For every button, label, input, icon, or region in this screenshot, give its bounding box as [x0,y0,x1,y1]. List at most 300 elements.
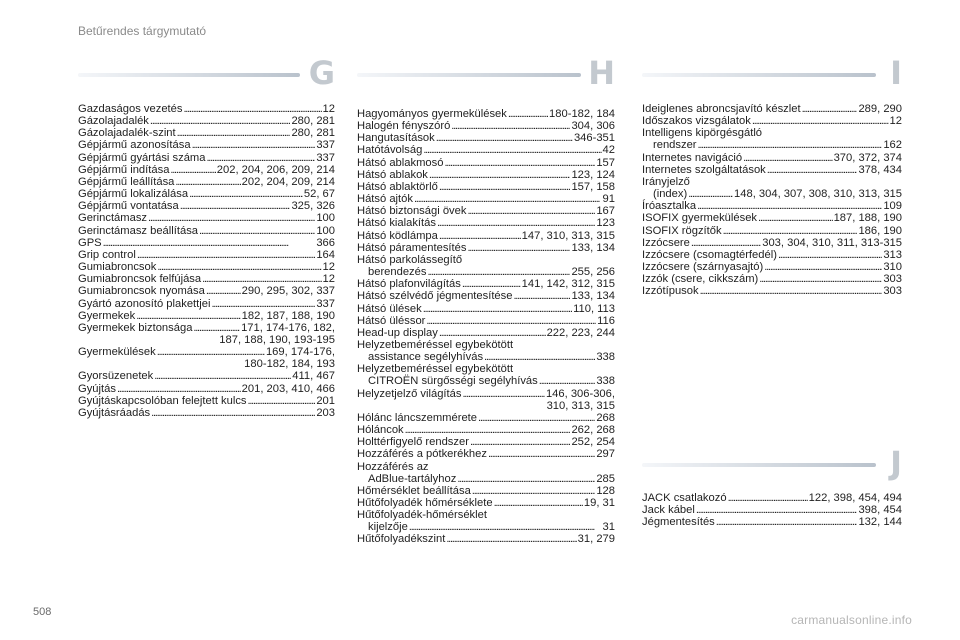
index-entry-label: Jégmentesítés [642,516,715,529]
index-entry-label: Gazdaságos vezetés [78,103,183,115]
index-entry-label: Holttérfigyelő rendszer [357,436,469,449]
index-entry-label: Gépjármű azonosítása [78,139,191,152]
index-entry-pages: 19, 31 [583,497,615,509]
index-entry-pages: 187, 188, 190 [833,212,902,225]
dot-leader [183,103,321,115]
index-entry-label: Hátsó páramentesítés [357,241,467,254]
section-divider-bar [642,73,876,77]
index-entry [78,103,335,115]
index-entry-pages: 304, 306 [571,120,615,133]
index-entry-pages: 268 [596,411,615,424]
index-entry-label: Gyermekülések [78,346,156,359]
index-entry-pages: 180-182, 184 [549,108,615,120]
index-entry-pages: 398, 454 [858,504,902,517]
index-entry-pages: 303, 304, 310, 311, 313-315 [762,236,902,249]
index-entry-label: Ideiglenes abroncsjavító készlet [642,103,801,115]
index-column-j [642,492,902,528]
index-column-g [78,103,335,419]
index-entry-label: Hátsó ajtók [357,193,413,206]
section-letter-g: G [308,54,335,92]
dot-leader [211,298,315,310]
dot-leader [206,152,315,164]
index-entry-pages: 12 [322,261,335,274]
index-entry [78,322,335,334]
index-entry-pages: 52, 67 [303,188,335,201]
index-entry-pages: 42 [602,144,615,157]
index-entry [78,273,335,285]
index-entry [642,139,902,151]
index-entry [78,285,335,297]
dot-leader [697,200,882,212]
index-entry-label: Íróasztalka [642,200,697,213]
dot-leader [472,485,596,497]
index-column-i [642,103,902,298]
index-entry-label: Gumiabroncsok felfújása [78,273,202,286]
index-entry-pages: 280, 281 [291,127,335,140]
dot-leader [716,516,858,528]
index-entry [78,152,335,164]
index-entry-label: Gépjármű vontatása [78,200,179,213]
index-entry-pages: 297 [596,448,615,461]
index-entry-pages: 337 [316,151,335,164]
index-entry-pages: 338 [596,375,615,388]
index-entry-label: Gépjármű lokalizálása [78,188,189,201]
index-entry [642,164,902,176]
index-entry [357,424,615,436]
index-entry [78,407,335,419]
index-entry [357,448,615,460]
index-entry-label: JACK csatlakozó [642,492,727,504]
index-entry-pages: 366 [316,236,335,249]
index-entry-label: Gerinctámasz [78,212,148,225]
index-entry-pages: 91 [602,193,615,206]
dot-leader [175,176,240,188]
index-entry [642,516,902,528]
dot-leader [193,322,240,334]
index-entry [357,412,615,424]
dot-leader [446,533,576,545]
dot-leader [700,285,883,297]
index-entry-label: Gépjármű indítása [78,163,170,176]
index-entry [357,108,615,120]
index-entry-label: Hűtőfolyadék hőmérséklete [357,497,493,509]
index-entry-pages: 285 [596,472,615,485]
dot-leader [462,388,544,400]
index-entry [357,266,615,278]
index-entry-pages: 167 [596,205,615,218]
index-entry-pages: 12 [322,273,335,286]
index-entry-label: Hátsó szélvédő jégmentesítése [357,290,513,303]
index-entry [357,473,615,485]
index-entry [642,200,902,212]
index-entry-pages: 162 [883,139,902,152]
index-entry [357,327,615,339]
index-entry-pages: 370, 372, 374 [833,151,902,164]
index-entry-pages: 182, 187, 188, 190 [241,309,335,322]
index-entry-label: Gyorsüzenetek [78,370,154,383]
index-entry-label: Izzócsere (szárnyasajtó) [642,261,764,274]
index-entry-pages: 141, 142, 312, 315 [521,278,615,291]
index-entry-label-cont: CITROËN sürgősségi segélyhívás [368,375,538,388]
index-entry [78,261,335,273]
index-entry-pages: 325, 326 [291,200,335,213]
index-entry-label: Hátsó biztonsági övek [357,205,467,218]
index-entry [357,181,615,193]
index-entry-label: Izzócsere [642,236,690,249]
index-entry-label: Hátsó ablakok [357,168,428,181]
dot-leader [427,266,570,278]
index-entry [357,217,615,229]
dot-leader [752,115,889,127]
index-entry-label-cont: rendszer [653,139,697,152]
index-entry-label: Hóláncok [357,424,404,437]
page-header-title: Betűrendes tárgymutató [78,24,207,38]
index-entry-label: Hagyományos gyermekülések [357,108,507,120]
index-entry-label: Gázolajadalék [78,115,149,128]
index-entry-label: Gyermekek [78,309,136,322]
dot-leader [508,108,548,120]
index-entry [357,303,615,315]
index-entry [357,533,615,545]
index-entry-pages: 157 [596,156,615,169]
dot-leader [206,285,241,297]
dot-leader [148,212,315,224]
index-entry-label: Hűtőfolyadék-hőmérséklet [357,509,487,522]
index-entry [78,225,335,237]
index-entry-label: Internetes szolgáltatások [642,163,766,176]
dot-leader [457,473,595,485]
dot-leader [429,169,571,181]
index-entry-pages: 262, 268 [571,424,615,437]
index-entry-pages: 128 [596,484,615,497]
index-entry [357,120,615,132]
index-entry-label: Helyzetbeméréssel egybekötött [357,338,514,351]
dot-leader [423,303,572,315]
index-entry-pages: 122, 398, 454, 494 [808,492,902,504]
dot-leader [728,492,808,504]
index-entry-label: Hőmérséklet beállítása [357,484,471,497]
index-entry-pages: 100 [316,224,335,237]
index-entry-label: Hatótávolság [357,144,423,157]
index-entry-label-cont: AdBlue-tartályhoz [368,472,457,485]
dot-leader [743,152,832,164]
dot-leader [199,225,315,237]
index-entry-pages: 133, 134 [571,290,615,303]
index-entry [78,346,335,358]
index-entry [357,375,615,387]
index-entry-pages: 411, 467 [292,370,335,383]
index-entry-pages: 310 [883,261,902,274]
index-entry-label-cont: assistance segélyhívás [368,351,484,364]
index-entry-label: Head-up display [357,326,438,339]
dot-leader [154,370,291,382]
index-entry [357,157,615,169]
index-entry-label: Hozzáférés az [357,460,429,473]
page-number: 508 [33,606,52,618]
dot-leader [698,139,883,151]
index-entry-label: Hangutasítások [357,132,435,145]
index-entry-pages: 203 [316,406,335,419]
index-entry-label: Intelligens kipörgésgátló [642,127,763,140]
dot-leader [494,497,583,509]
index-entry-label: Gyártó azonosító plakettjei [78,297,211,310]
index-entry-label: Halogén fényszóró [357,120,451,133]
index-entry-label: Izzócsere (csomagtérfedél) [642,248,777,261]
index-entry [357,193,615,205]
index-entry-pages: 147, 310, 313, 315 [521,229,615,242]
dot-leader [177,127,291,139]
index-entry-pages: 31, 279 [577,533,615,546]
index-entry-pages: 202, 204, 206, 209, 214 [216,163,335,176]
section-header-i [642,54,902,92]
dot-leader [764,261,882,273]
dot-leader [513,290,570,302]
dot-leader [439,230,521,242]
index-entry-label: Irányjelző [642,175,690,188]
dot-leader [192,139,316,151]
index-entry-pages: 123 [596,217,615,230]
index-entry-label: Hátsó ködlámpa [357,229,438,242]
index-entry-label: GPS [78,236,102,249]
index-column-h [357,108,615,546]
index-entry [357,436,615,448]
index-entry-pages: 100 [316,212,335,225]
index-entry-label: Gyermekek biztonsága [78,321,193,334]
index-entry-label: Hátsó plafonvilágítás [357,278,461,291]
index-entry [642,115,902,127]
index-entry [642,249,902,261]
index-entry-pages: 110, 113 [573,302,615,315]
index-entry-pages: 186, 190 [858,224,902,237]
index-entry [357,315,615,327]
dot-leader [470,436,571,448]
section-divider-bar [357,73,581,77]
dot-leader [439,181,571,193]
index-entry [357,290,615,302]
index-entry [78,164,335,176]
index-entry [78,127,335,139]
dot-leader [802,103,858,115]
index-entry-label: Gépjármű gyártási száma [78,151,206,164]
index-entry-label: Hátsó kialakítás [357,217,436,230]
dot-leader [696,504,858,516]
index-entry-label: ISOFIX rögzítők [642,224,722,237]
dot-leader [467,242,570,254]
index-entry [357,485,615,497]
index-entry-label: Hátsó ablakmosó [357,156,444,169]
index-entry-pages: 109 [883,200,902,213]
section-letter-i: I [890,54,902,92]
index-entry-label: Izzók (csere, cikkszám) [642,273,759,286]
index-entry [78,115,335,127]
dot-leader [767,164,858,176]
index-entry-pages: 303 [883,285,902,298]
index-entry [78,200,335,212]
index-entry [357,278,615,290]
dot-leader [688,188,733,200]
index-entry-label: Gumiabroncsok nyomása [78,285,205,298]
dot-leader [436,132,573,144]
index-entry-label: Hozzáférés a pótkerékhez [357,448,487,461]
dot-leader [409,521,602,533]
index-entry-label-cont: berendezés [368,266,427,279]
dot-leader [778,249,882,261]
index-entry [78,237,335,249]
dot-leader [189,188,303,200]
index-entry-pages: 31 [602,521,615,534]
index-entry [78,188,335,200]
index-entry-pages: 255, 256 [571,266,615,279]
index-entry-pages: 280, 281 [291,115,335,128]
index-entry [642,225,902,237]
dot-leader [157,261,321,273]
index-entry [357,169,615,181]
index-entry [357,497,615,509]
dot-leader [202,273,321,285]
index-entry-pages: 201 [316,394,335,407]
index-entry-label: Hólánc láncszemmérete [357,411,478,424]
index-entry-pages: 12 [889,115,902,128]
dot-leader [136,310,240,322]
index-entry-pages: 169, 174-176, [265,346,335,359]
dot-leader [151,407,315,419]
index-entry-label: Grip control [78,248,136,261]
index-entry-pages: 303 [883,273,902,286]
dot-leader [137,249,316,261]
index-entry-pages: 133, 134 [571,241,615,254]
index-entry-label: Jack kábel [642,504,695,517]
index-entry [357,205,615,217]
index-entry-label: Gumiabroncsok [78,261,157,274]
watermark: carmanualsonline.info [791,613,912,627]
index-entry-pages: 132, 144 [858,516,902,529]
index-entry [642,273,902,285]
index-entry-label: Gyújtásráadás [78,406,151,419]
index-entry-pages: 12 [322,103,335,115]
index-entry [78,139,335,151]
dot-leader [180,200,291,212]
index-entry-pages-cont: 187, 188, 190, 193-195 [219,333,335,346]
index-entry [78,310,335,322]
index-entry-pages: 116 [597,314,615,327]
index-entry [357,388,615,400]
index-entry [357,521,615,533]
index-entry-label: Gyújtáskapcsolóban felejtett kulcs [78,394,247,407]
dot-leader [423,144,601,156]
index-entry-pages-cont: 310, 313, 315 [546,399,615,412]
section-header-g [78,54,335,92]
index-entry [642,152,902,164]
index-entry [357,351,615,363]
index-entry-label-cont: kijelzője [368,521,408,534]
index-entry-pages: 289, 290 [858,103,902,115]
index-entry-pages: 337 [316,297,335,310]
dot-leader [439,327,546,339]
index-entry [78,176,335,188]
index-entry-label: Helyzetjelző világítás [357,387,462,400]
index-entry [78,383,335,395]
index-entry-label: Hátsó ablaktörlő [357,180,438,193]
dot-leader [170,164,215,176]
index-entry [642,492,902,504]
index-entry [357,230,615,242]
index-entry-pages: 346-351 [573,132,615,145]
index-entry-label: Hűtőfolyadékszint [357,533,446,546]
dot-leader [467,205,595,217]
index-entry [357,242,615,254]
index-entry-label: Gyújtás [78,382,116,395]
index-entry-pages: 378, 434 [858,163,902,176]
index-entry-pages: 338 [596,351,615,364]
index-entry-label: Helyzetbeméréssel egybekötött [357,363,514,376]
index-entry-pages: 201, 203, 410, 466 [241,382,335,395]
index-entry-label: Hátsó parkolássegítő [357,253,463,266]
section-divider-bar [642,463,876,467]
index-entry [642,285,902,297]
index-entry [357,132,615,144]
dot-leader [723,225,858,237]
dot-leader [759,273,882,285]
index-entry-pages: 222, 223, 244 [546,326,615,339]
index-entry [642,237,902,249]
index-entry [642,188,902,200]
dot-leader [103,237,316,249]
index-entry [78,370,335,382]
index-entry [78,298,335,310]
section-header-j [642,444,902,482]
index-entry-pages: 146, 306-306, [545,387,615,400]
index-entry-pages: 123, 124 [571,168,615,181]
index-entry-pages: 313 [883,248,902,261]
dot-leader [437,217,595,229]
index-entry-pages: 202, 204, 209, 214 [241,175,335,188]
index-entry [357,144,615,156]
dot-leader [444,157,595,169]
index-entry [78,395,335,407]
dot-leader [157,346,265,358]
index-entry [642,103,902,115]
index-entry-pages: 157, 158 [571,180,615,193]
index-entry-label-cont: (index) [653,188,688,201]
index-entry [642,504,902,516]
index-entry-label: Izzótípusok [642,285,699,298]
index-entry-label: ISOFIX gyermekülések [642,212,758,225]
section-letter-j: J [890,444,902,482]
dot-leader [405,424,571,436]
section-header-h [357,54,615,92]
section-letter-h: H [588,54,615,92]
dot-leader [484,351,595,363]
dot-leader [426,315,596,327]
dot-leader [539,375,596,387]
index-entry-label: Gázolajadalék-szint [78,127,176,140]
index-entry-pages: 290, 295, 302, 337 [241,285,335,298]
section-divider-bar [78,73,300,77]
index-entry [642,261,902,273]
index-entry-label: Gépjármű leállítása [78,175,175,188]
index-entry-pages: 171, 174-176, 182, [241,321,335,334]
index-entry-pages: 164 [316,248,335,261]
dot-leader [462,278,521,290]
dot-leader [451,120,570,132]
index-entry-pages: 148, 304, 307, 308, 310, 313, 315 [734,188,902,201]
index-entry-label: Gerinctámasz beállítása [78,224,199,237]
index-entry-pages-cont: 180-182, 184, 193 [244,358,335,371]
dot-leader [758,212,833,224]
index-entry-label: Hátsó ülések [357,302,422,315]
index-entry-pages: 252, 254 [571,436,615,449]
dot-leader [414,193,602,205]
